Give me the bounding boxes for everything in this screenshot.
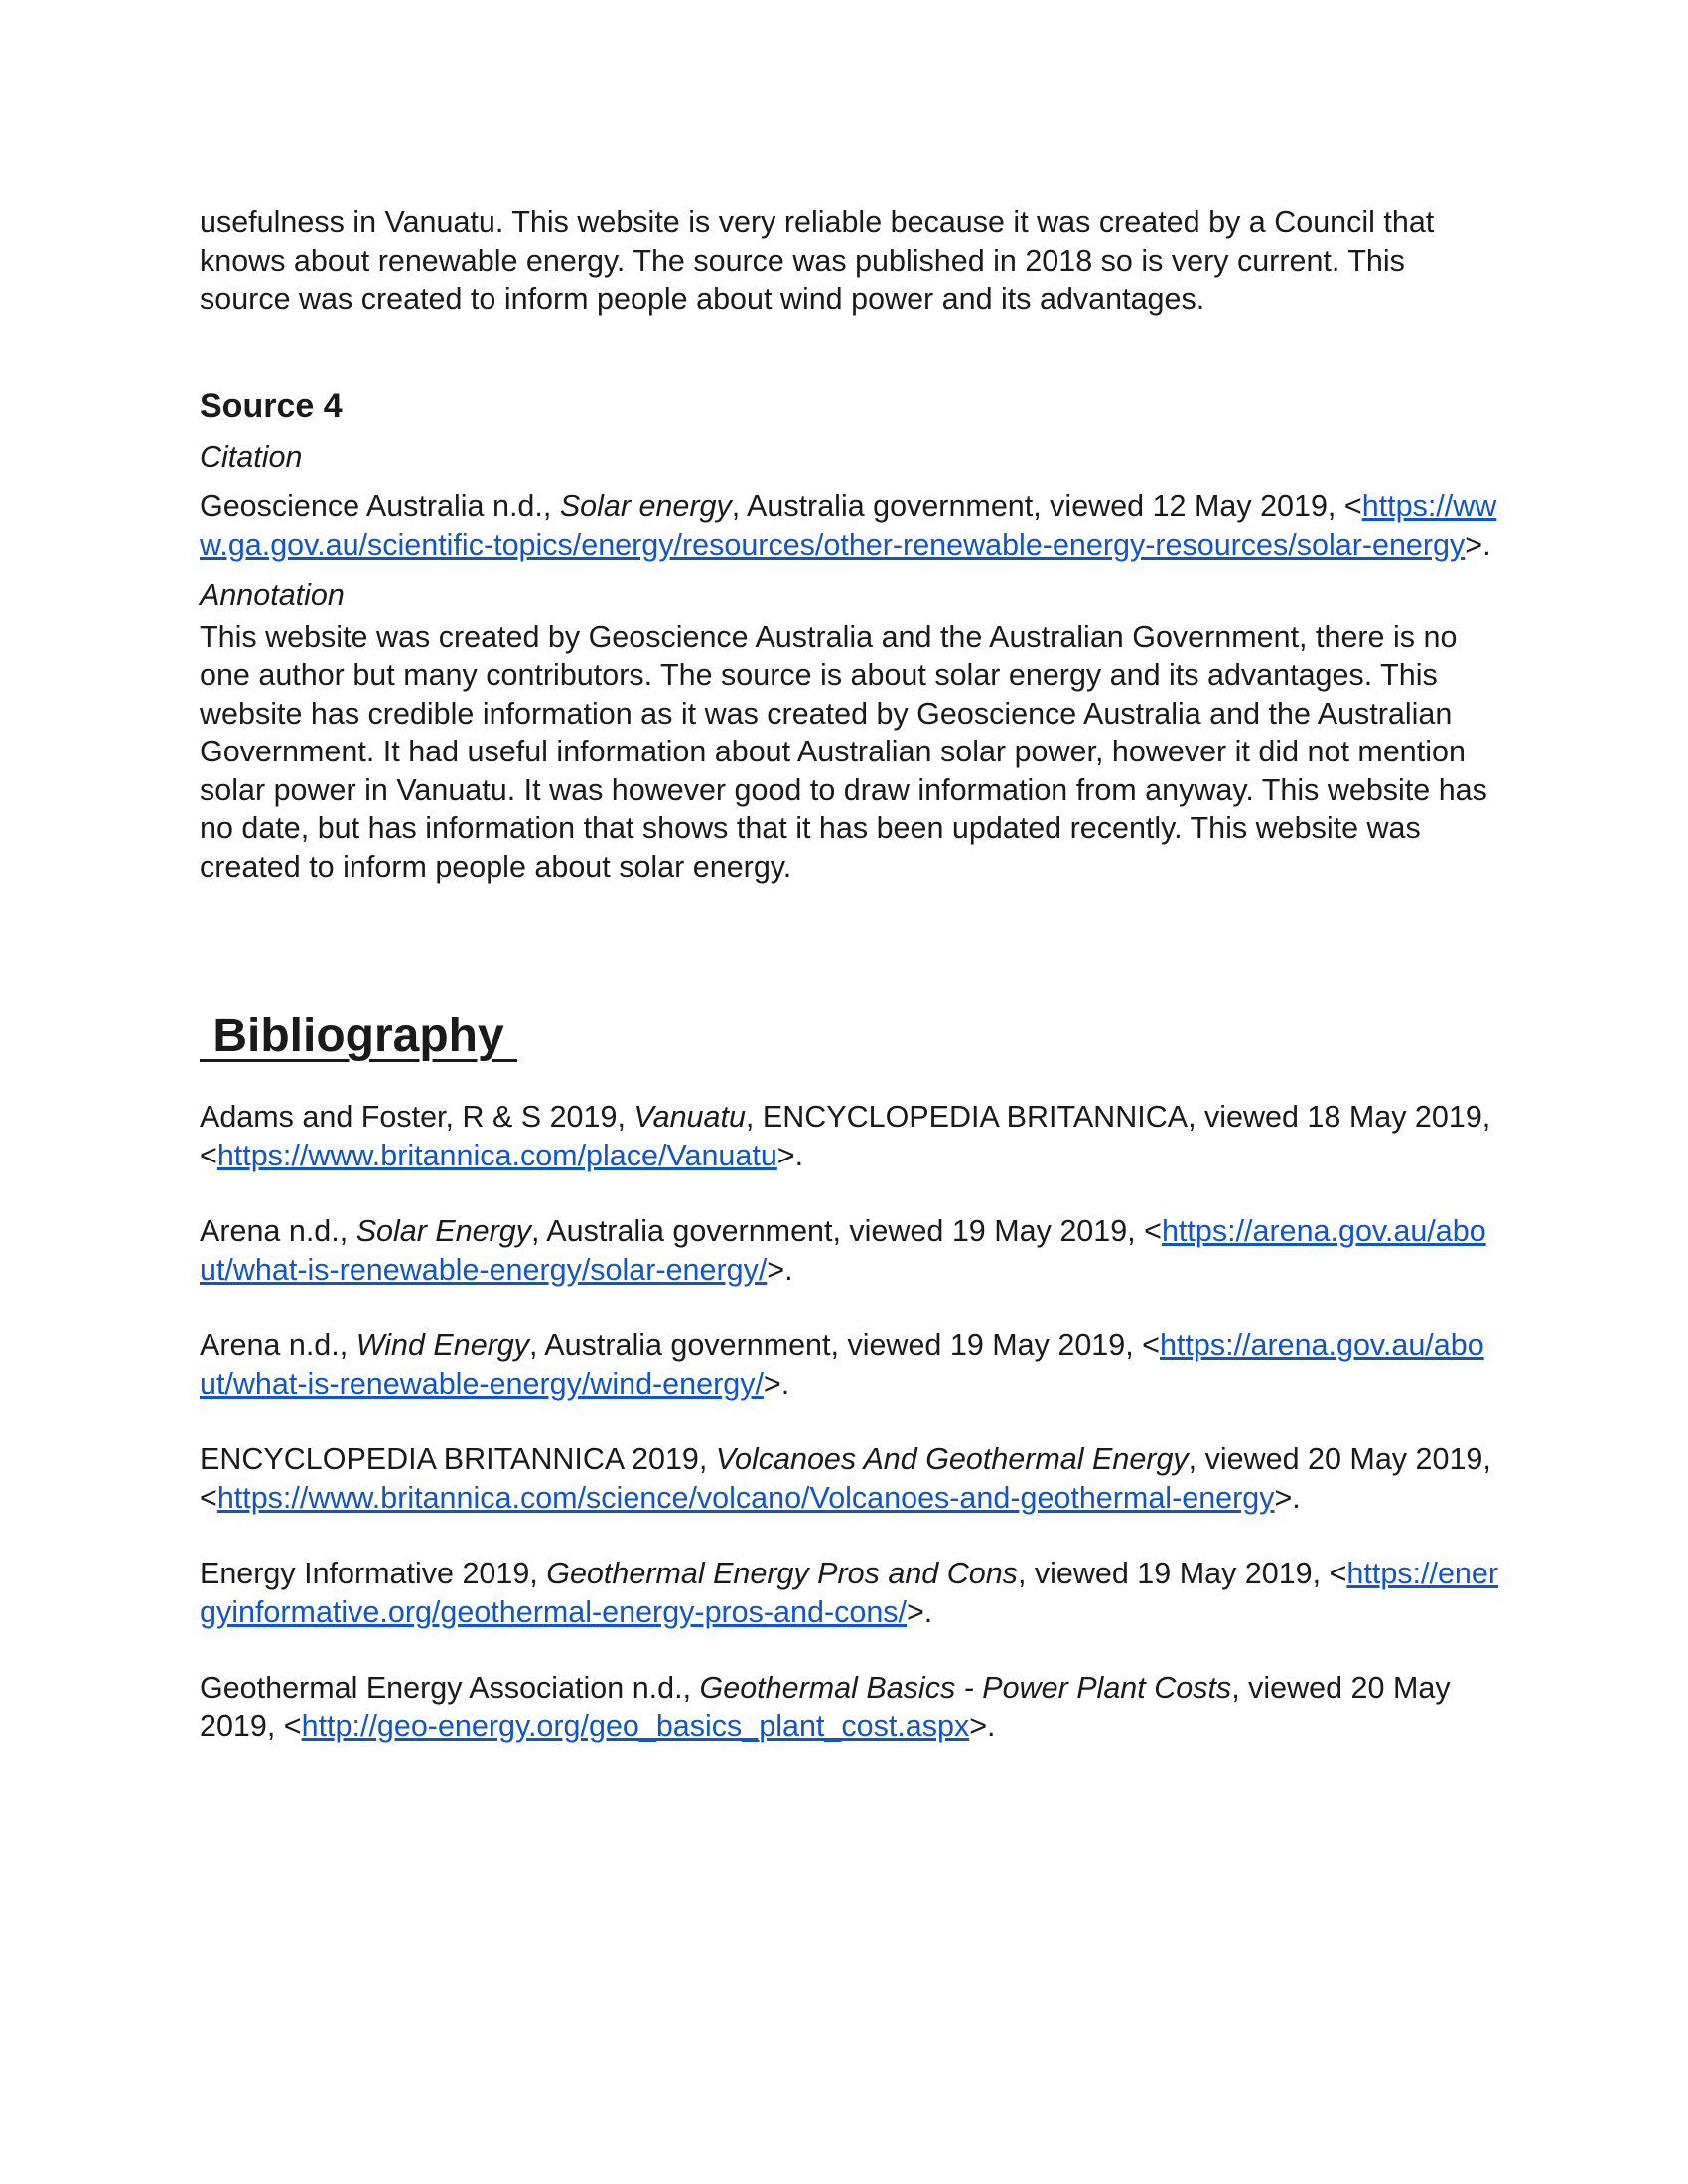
entry-text: Adams and Foster, R & S 2019, [200, 1100, 634, 1134]
bibliography-entry [200, 1440, 1500, 1517]
citation-text: , Australia government, viewed 12 May 2019, < [731, 489, 1362, 523]
entry-title: Volcanoes And Geothermal Energy [715, 1442, 1189, 1476]
entry-text: , viewed 19 May 2019, < [1017, 1557, 1347, 1590]
entry-text: , viewed 20 May 2019, < [200, 1442, 1491, 1515]
entry-end: >. [969, 1708, 996, 1743]
entry-text: Arena n.d., [200, 1328, 356, 1362]
citation-label: Citation [200, 439, 303, 474]
entry-link[interactable]: https://energyinformative.org/geothermal-energy-pros-and-cons/ [200, 1557, 1498, 1629]
entry-link[interactable]: https://arena.gov.au/about/what-is-renewable-energy/wind-energy/ [200, 1328, 1484, 1401]
annotation-label: Annotation [200, 578, 345, 612]
citation-end: >. [1465, 527, 1491, 562]
entry-end: >. [1274, 1480, 1301, 1515]
entry-link[interactable]: http://geo-energy.org/geo_basics_plant_cost.aspx [301, 1708, 970, 1743]
bibliography-entry [200, 1555, 1500, 1631]
entry-text: , viewed 20 May 2019, < [200, 1671, 1451, 1743]
bibliography-heading: Bibliography [200, 1010, 518, 1062]
entry-text: , ENCYCLOPEDIA BRITANNICA, viewed 18 May 2019, < [200, 1100, 1491, 1172]
entry-text: Arena n.d., [200, 1214, 356, 1248]
entry-end: >. [763, 1366, 790, 1401]
entry-title: Geothermal Basics - Power Plant Costs [699, 1671, 1232, 1705]
citation-title: Solar energy [559, 489, 732, 523]
entry-text: Geothermal Energy Association n.d., [200, 1671, 700, 1705]
entry-text: , Australia government, viewed 19 May 2019, < [529, 1328, 1160, 1362]
source-4-heading: Source 4 [200, 386, 343, 425]
entry-title: Solar Energy [355, 1214, 532, 1248]
entry-text: ENCYCLOPEDIA BRITANNICA 2019, [200, 1442, 716, 1476]
entry-title: Geothermal Energy Pros and Cons [546, 1557, 1018, 1590]
annotation-paragraph: This website was created by Geoscience Australia and the Australian Government, there is no one author but many contributors. The source is about solar energy and its advantages. This website has credible information as it was created by Geoscience Australia and the Australian Government. It had useful information about Australian solar power, however it did not mention solar power in Vanuatu. It was however good to draw information from anyway. This website has no date, but has information that shows that it has been updated recently. This website was created to inform people about solar energy. [200, 619, 1487, 884]
entry-text: , Australia government, viewed 19 May 2019, < [531, 1214, 1162, 1248]
bibliography-list [200, 1098, 1500, 1745]
intro-paragraph: usefulness in Vanuatu. This website is very reliable because it was created by a Council that knows about renewable energy. The source was published in 2018 so is very current. This source was created to inform people about wind power and its advantages. [200, 205, 1435, 316]
citation-link[interactable]: https://www.ga.gov.au/scientific-topics/energy/resources/other-renewable-energy-resources/solar-energy [200, 489, 1497, 562]
bibliography-entry [200, 1098, 1500, 1174]
entry-text: Energy Informative 2019, [200, 1557, 547, 1590]
bibliography-entry [200, 1212, 1500, 1289]
entry-end: >. [907, 1594, 933, 1629]
entry-link[interactable]: https://www.britannica.com/place/Vanuatu [216, 1138, 777, 1172]
entry-link[interactable]: https://arena.gov.au/about/what-is-renewable-energy/solar-energy/ [200, 1214, 1486, 1287]
entry-title: Wind Energy [355, 1328, 530, 1362]
source-4-citation [200, 487, 1500, 564]
entry-end: >. [776, 1138, 804, 1172]
document-page [200, 204, 1500, 1783]
entry-title: Vanuatu [633, 1100, 746, 1134]
citation-text: Geoscience Australia n.d., [200, 489, 560, 523]
entry-end: >. [767, 1252, 793, 1287]
entry-link[interactable]: https://www.britannica.com/science/volcano/Volcanoes-and-geothermal-energy [216, 1480, 1275, 1515]
bibliography-entry [200, 1669, 1500, 1745]
bibliography-entry [200, 1326, 1500, 1403]
